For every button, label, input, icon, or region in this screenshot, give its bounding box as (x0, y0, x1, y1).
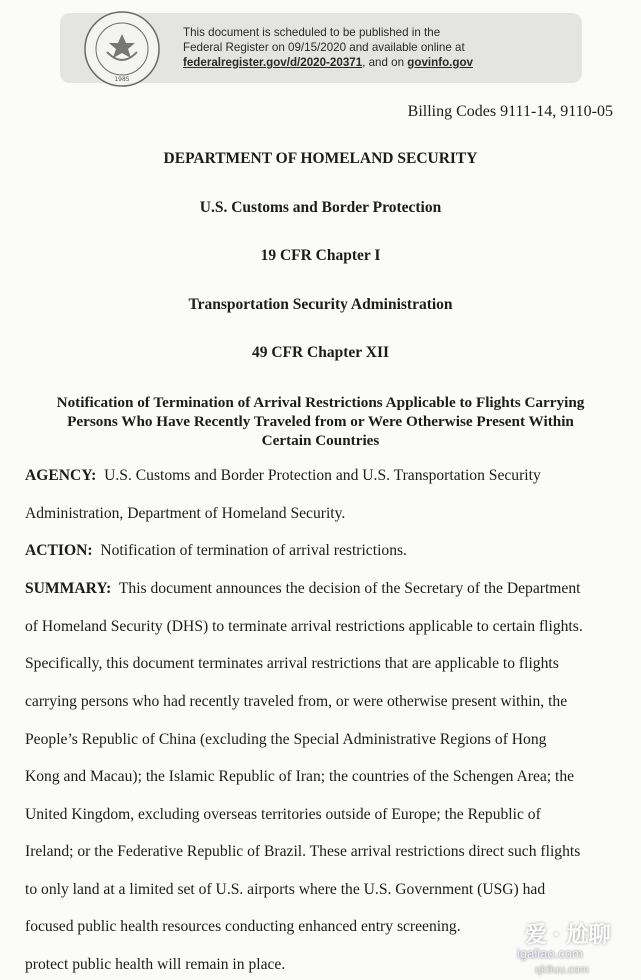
svg-text:1985: 1985 (114, 76, 130, 83)
summary-label: SUMMARY: (25, 580, 112, 597)
banner-text (183, 25, 473, 70)
action-line (25, 542, 407, 560)
title-line: Persons Who Have Recently Traveled from or Were Otherwise Present Within (67, 413, 574, 430)
agency-label: AGENCY: (25, 467, 97, 484)
heading-49cfr: 49 CFR Chapter XII (251, 344, 390, 361)
agency-line-1 (25, 467, 541, 485)
summary-line: focused public health resources conducting enhanced entry screening. (25, 918, 461, 935)
banner-line-2: Federal Register on 09/15/2020 and available online at (183, 41, 465, 54)
banner-mid-text: , and on (362, 56, 408, 69)
site-watermark (505, 918, 633, 976)
billing-codes: Billing Codes 9111-14, 9110-05 (407, 103, 613, 120)
watermark-url: igaliao.com (517, 946, 583, 961)
banner-line-1: This document is scheduled to be published in the (183, 26, 441, 39)
watermark-url-2: qk9uu.com (535, 964, 589, 976)
summary-line: Specifically, this document terminates arrival restrictions that are applicable to flights (25, 655, 559, 672)
summary-line: Ireland; or the Federative Republic of Brazil. These arrival restrictions direct such flights (25, 843, 581, 860)
action-label: ACTION: (25, 542, 93, 559)
federalregister-link[interactable]: federalregister.gov/d/2020-20371 (183, 56, 363, 69)
summary-line: to only land at a limited set of U.S. airports where the U.S. Government (USG) had (25, 881, 546, 898)
summary-line: carrying persons who had recently traveled from, or were otherwise present within, the (25, 693, 568, 710)
title-line: Notification of Termination of Arrival Restrictions Applicable to Flights Carrying (56, 394, 585, 411)
govinfo-link[interactable]: govinfo.gov (407, 56, 473, 69)
watermark-main: 爱 · 尬聊 (525, 922, 611, 947)
heading-tsa: Transportation Security Administration (188, 296, 453, 313)
summary-line: United Kingdom, excluding overseas territories outside of Europe; the Republic of (25, 806, 541, 823)
agency-text: U.S. Customs and Border Protection and U.S. Transportation Security (104, 467, 541, 484)
heading-19cfr: 19 CFR Chapter I (260, 247, 381, 264)
summary-line: Kong and Macau); the Islamic Republic of Iran; the countries of the Schengen Area; the (25, 768, 575, 785)
summary-text: This document announces the decision of the Secretary of the Department (118, 580, 581, 597)
national-archives-seal-icon (83, 10, 161, 88)
heading-department: DEPARTMENT OF HOMELAND SECURITY (163, 150, 478, 167)
document-title (24, 393, 617, 450)
heading-cbp: U.S. Customs and Border Protection (199, 199, 442, 216)
banner-line-3 (183, 55, 473, 70)
action-text: Notification of termination of arrival restrictions. (100, 542, 407, 559)
agency-line-2: Administration, Department of Homeland Security. (25, 505, 346, 522)
summary-line-1 (25, 580, 580, 598)
summary-line: of Homeland Security (DHS) to terminate arrival restrictions applicable to certain flights. (25, 618, 583, 635)
summary-line: protect public health will remain in place. (25, 956, 286, 973)
summary-line: People’s Republic of China (excluding the Special Administrative Regions of Hong (25, 731, 547, 748)
title-line: Certain Countries (261, 432, 380, 449)
